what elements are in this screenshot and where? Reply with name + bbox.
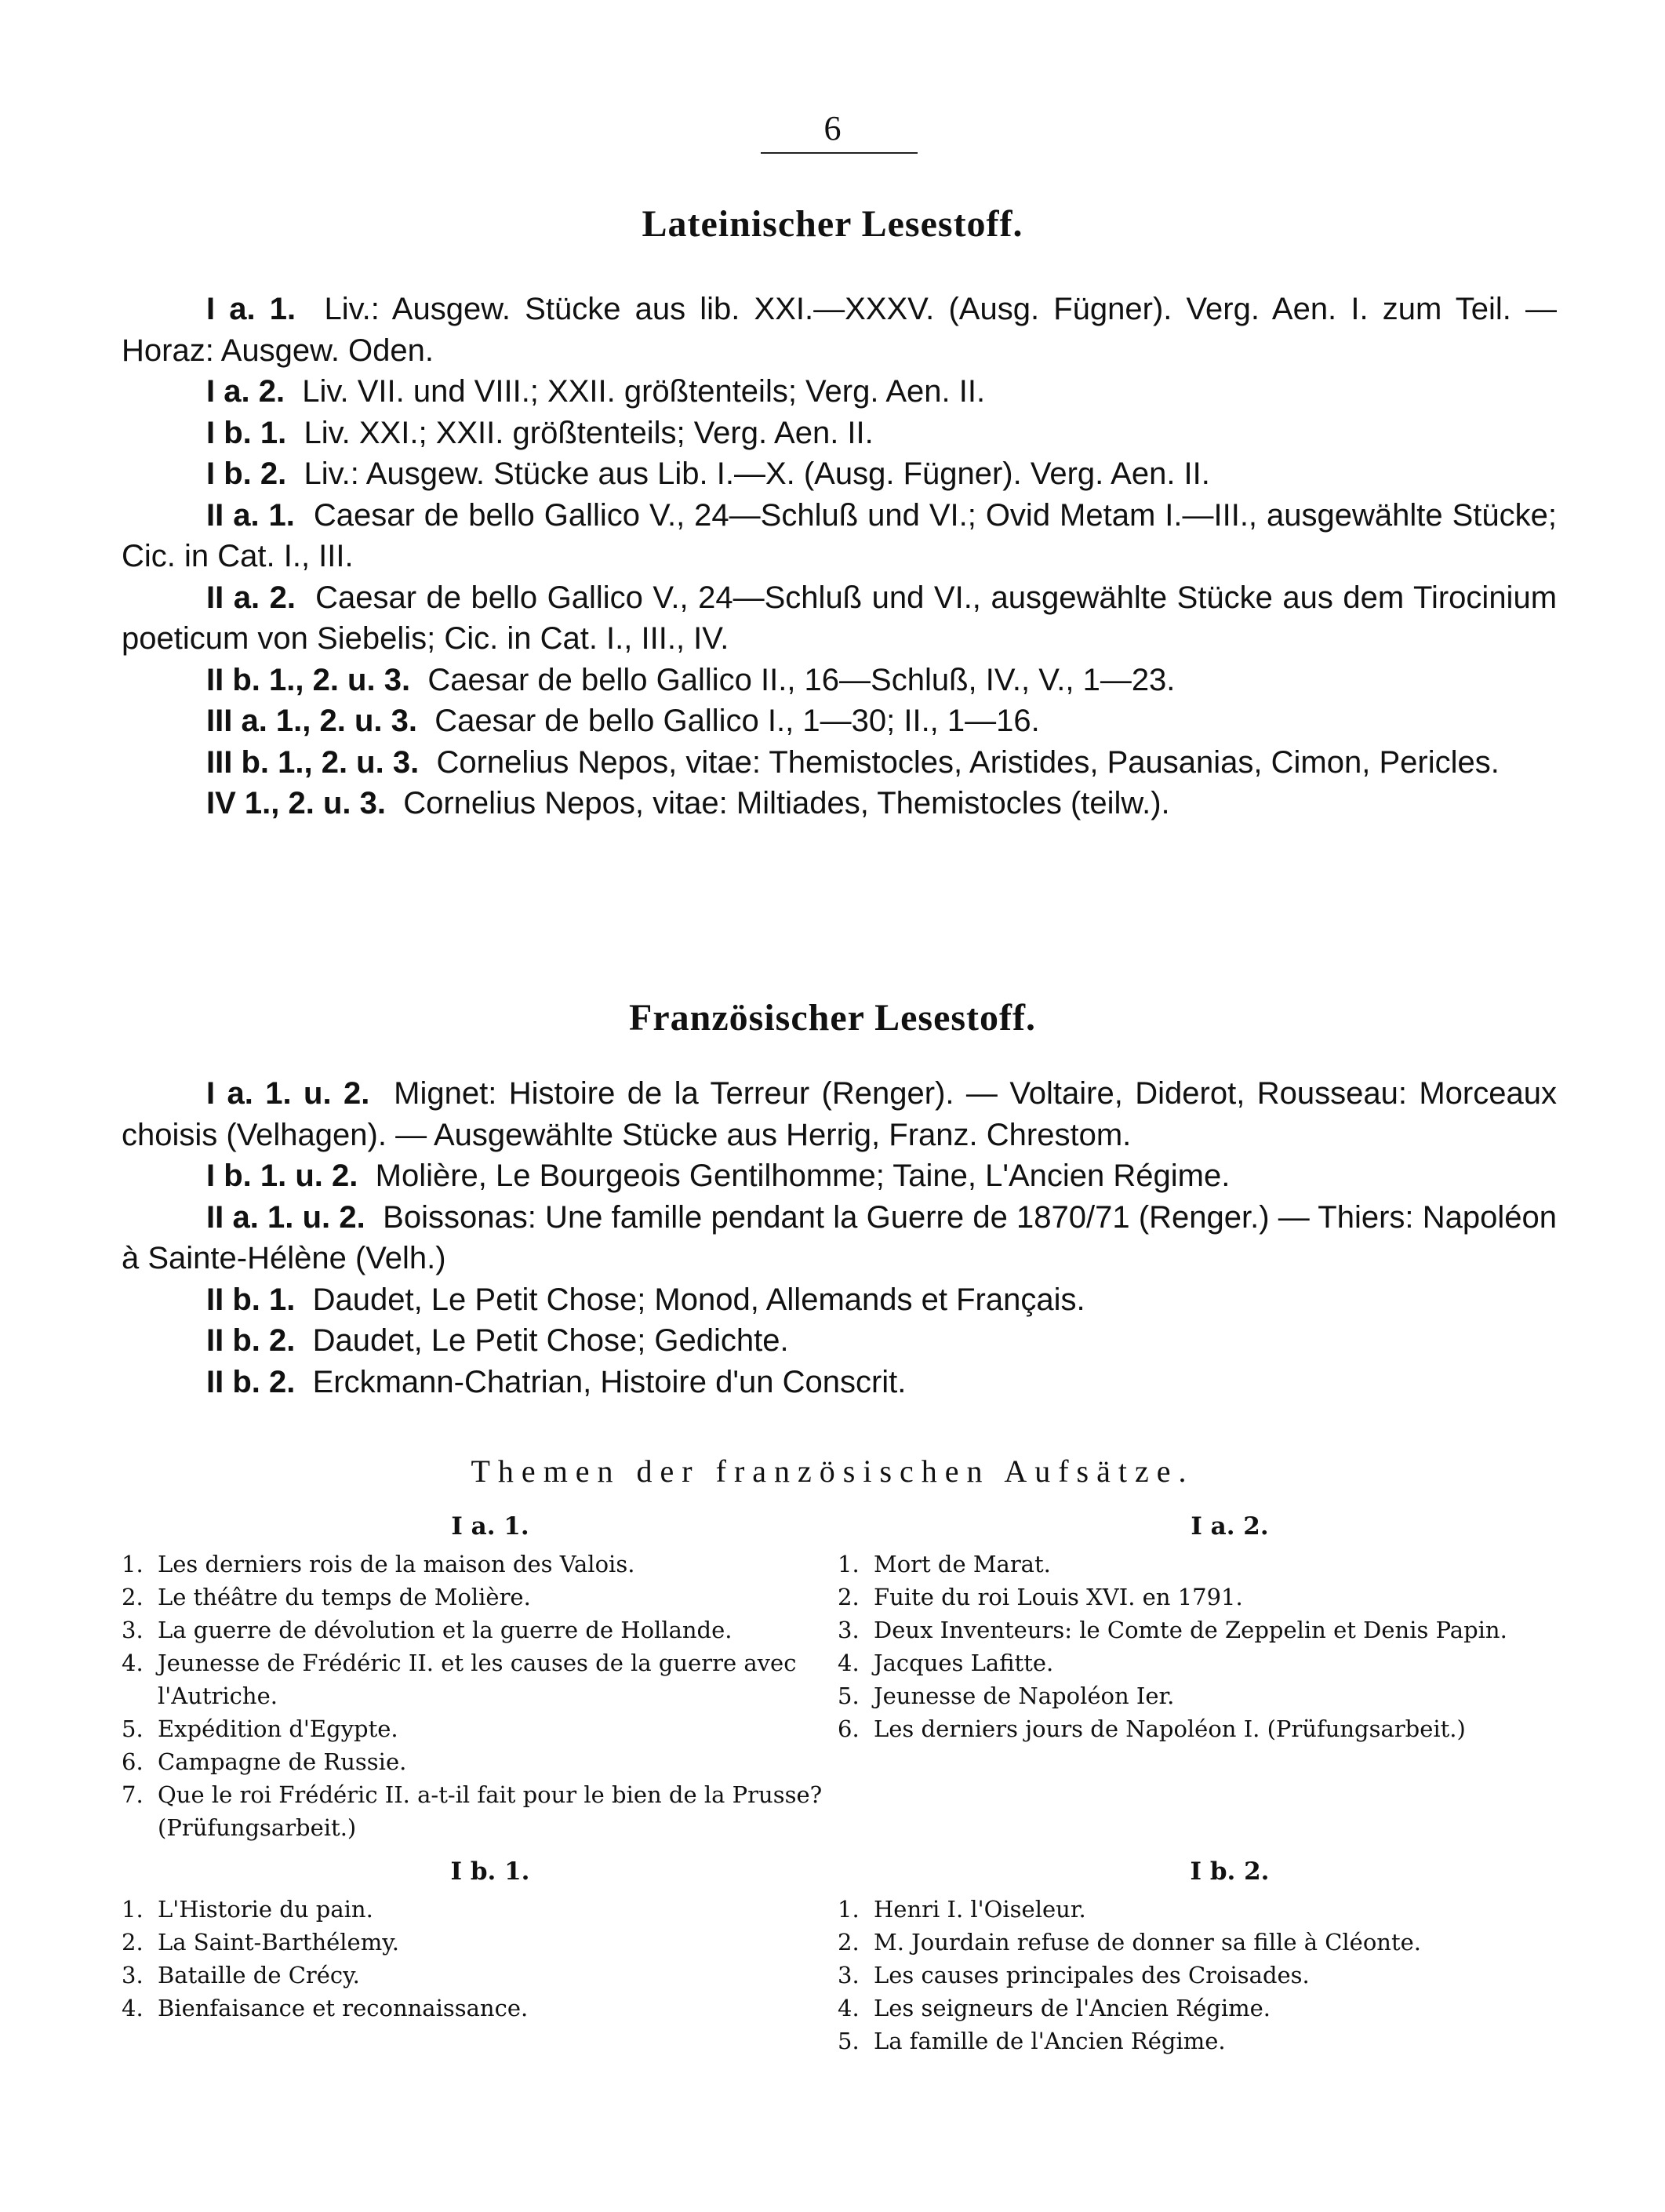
themes-title: Themen der französischen Aufsätze. xyxy=(471,1453,1194,1489)
theme-item xyxy=(838,1581,1622,1614)
theme-text: Mort de Marat. xyxy=(874,1551,1051,1577)
theme-item xyxy=(838,1712,1622,1745)
theme-text: Expédition d'Egypte. xyxy=(158,1715,398,1742)
latin-entry xyxy=(122,742,1557,784)
class-label: I b. 2. xyxy=(206,457,287,491)
theme-text: Les derniers jours de Napoléon I. (Prüfungsarbeit.) xyxy=(874,1715,1466,1742)
theme-item xyxy=(122,1581,859,1614)
theme-text: Bataille de Crécy. xyxy=(158,1962,360,1988)
themes-ia2-heading: I a. 2. xyxy=(1191,1512,1269,1541)
theme-text: Le théâtre du temps de Molière. xyxy=(158,1584,531,1610)
theme-item xyxy=(838,1926,1622,1959)
latin-entry xyxy=(122,577,1557,660)
theme-number: 2. xyxy=(838,1929,860,1956)
theme-text: Les causes principales des Croisades. xyxy=(874,1962,1310,1988)
theme-item xyxy=(122,1712,859,1745)
french-entry xyxy=(122,1279,1557,1321)
theme-number: 3. xyxy=(838,1617,860,1643)
theme-number: 4. xyxy=(838,1995,860,2021)
class-label: II a. 1. xyxy=(206,497,295,533)
theme-item xyxy=(838,1992,1622,2025)
theme-item xyxy=(122,1893,859,1926)
theme-item xyxy=(122,1778,859,1844)
class-label: II b. 2. xyxy=(206,1364,296,1399)
theme-number: 1. xyxy=(838,1551,860,1577)
theme-number: 5. xyxy=(838,1683,860,1709)
theme-text: Jeunesse de Napoléon Ier. xyxy=(874,1683,1175,1709)
reading-text: Liv. VII. und VIII.; XXII. größtenteils; Verg. Aen. II. xyxy=(302,374,986,409)
french-entry xyxy=(122,1155,1557,1197)
reading-text: Daudet, Le Petit Chose; Gedichte. xyxy=(312,1323,789,1358)
theme-item xyxy=(838,1959,1622,1992)
theme-number: 3. xyxy=(122,1617,144,1643)
theme-text: Fuite du roi Louis XVI. en 1791. xyxy=(874,1584,1243,1610)
theme-text: Les derniers rois de la maison des Valois. xyxy=(158,1551,635,1577)
class-label: II b. 2. xyxy=(206,1323,296,1358)
theme-item xyxy=(838,1548,1622,1581)
theme-item xyxy=(838,1646,1622,1679)
themes-ib1-heading: I b. 1. xyxy=(450,1857,530,1886)
latin-entry xyxy=(122,783,1557,824)
reading-text: Caesar de bello Gallico V., 24—Schluß und VI., ausgewählte Stücke aus dem Tirocinium poeticum von Siebelis; Cic. in Cat. I., III., IV. xyxy=(122,580,1558,656)
theme-text: Deux Inventeurs: le Comte de Zeppelin et Denis Papin. xyxy=(874,1617,1507,1643)
french-entry xyxy=(122,1197,1557,1279)
reading-text: Boissonas: Une famille pendant la Guerre de 1870/71 (Renger.) — Thiers: Napoléon à Sainte-Hélène (Velh.) xyxy=(122,1199,1557,1275)
theme-text: Que le roi Frédéric II. a-t-il fait pour le bien de la Prusse? (Prüfungsarbeit.) xyxy=(158,1781,823,1841)
theme-number: 7. xyxy=(122,1781,144,1808)
class-label: II b. 1. xyxy=(206,1282,296,1317)
themes-ia1-list xyxy=(122,1548,859,1844)
themes-ia1-heading: I a. 1. xyxy=(451,1512,529,1541)
latin-section-title: Lateinischer Lesestoff. xyxy=(642,203,1023,245)
theme-number: 4. xyxy=(122,1650,144,1676)
theme-item xyxy=(122,1959,859,1992)
theme-text: Les seigneurs de l'Ancien Régime. xyxy=(874,1995,1271,2021)
reading-text: Mignet: Histoire de la Terreur (Renger). — Voltaire, Diderot, Rousseau: Morceaux choisis (Velhagen). — Ausgewählte Stücke aus Herrig, Franz. Chrestom. xyxy=(122,1076,1557,1152)
theme-number: 1. xyxy=(838,1896,860,1923)
page-number-rule xyxy=(761,152,918,154)
latin-entry xyxy=(122,289,1557,371)
theme-item xyxy=(838,1893,1622,1926)
theme-text: La guerre de dévolution et la guerre de Hollande. xyxy=(158,1617,733,1643)
theme-item xyxy=(122,1926,859,1959)
theme-text: Henri I. l'Oiseleur. xyxy=(874,1896,1086,1923)
themes-ib2-heading: I b. 2. xyxy=(1190,1857,1270,1886)
theme-text: La famille de l'Ancien Régime. xyxy=(874,2028,1226,2054)
latin-entry xyxy=(122,495,1557,577)
class-label: I a. 1. u. 2. xyxy=(206,1076,370,1111)
class-label: I a. 2. xyxy=(206,374,285,409)
french-section-title: Französischer Lesestoff. xyxy=(629,997,1036,1039)
theme-number: 2. xyxy=(122,1929,144,1956)
reading-text: Erckmann-Chatrian, Histoire d'un Conscrit. xyxy=(312,1364,907,1399)
french-entry xyxy=(122,1320,1557,1362)
french-entry xyxy=(122,1362,1557,1403)
reading-text: Liv.: Ausgew. Stücke aus lib. XXI.—XXXV. (Ausg. Fügner). Verg. Aen. I. zum Teil. — Horaz: Ausgew. Oden. xyxy=(122,292,1557,368)
latin-entry xyxy=(122,371,1557,413)
theme-number: 1. xyxy=(122,1551,144,1577)
theme-item xyxy=(838,2025,1622,2057)
themes-ib1-column xyxy=(122,1855,859,2025)
theme-number: 3. xyxy=(122,1962,144,1988)
themes-ib2-column xyxy=(838,1855,1622,2057)
class-label: II a. 2. xyxy=(206,580,296,615)
themes-ib1-list xyxy=(122,1893,859,2025)
latin-entry xyxy=(122,660,1557,701)
theme-number: 6. xyxy=(838,1715,860,1742)
latin-entry xyxy=(122,453,1557,495)
theme-item xyxy=(122,1548,859,1581)
theme-text: Jeunesse de Frédéric II. et les causes de la guerre avec l'Autriche. xyxy=(158,1650,797,1709)
french-entry xyxy=(122,1073,1557,1155)
class-label: I b. 1. xyxy=(206,415,287,450)
class-label: I a. 1. xyxy=(206,292,296,326)
latin-reading-list xyxy=(122,289,1557,824)
reading-text: Caesar de bello Gallico V., 24—Schluß und VI.; Ovid Metam I.—III., ausgewählte Stücke; Cic. in Cat. I., III. xyxy=(122,497,1557,573)
theme-number: 6. xyxy=(122,1748,144,1775)
theme-text: Jacques Lafitte. xyxy=(874,1650,1054,1676)
themes-ia1-column xyxy=(122,1510,859,1844)
theme-text: La Saint-Barthélemy. xyxy=(158,1929,399,1956)
reading-text: Molière, Le Bourgeois Gentilhomme; Taine, L'Ancien Régime. xyxy=(375,1159,1231,1193)
theme-number: 1. xyxy=(122,1896,144,1923)
theme-number: 5. xyxy=(122,1715,144,1742)
reading-text: Caesar de bello Gallico I., 1—30; II., 1—16. xyxy=(434,704,1040,738)
theme-text: M. Jourdain refuse de donner sa fille à Cléonte. xyxy=(874,1929,1422,1956)
french-reading-list xyxy=(122,1073,1557,1403)
theme-item xyxy=(122,1745,859,1778)
class-label: IV 1., 2. u. 3. xyxy=(206,786,386,820)
theme-item xyxy=(122,1614,859,1646)
latin-entry xyxy=(122,700,1557,742)
theme-item xyxy=(122,1646,859,1712)
theme-number: 4. xyxy=(838,1650,860,1676)
theme-number: 5. xyxy=(838,2028,860,2054)
reading-text: Liv. XXI.; XXII. größtenteils; Verg. Aen. II. xyxy=(304,415,874,450)
themes-ia2-column xyxy=(838,1510,1622,1745)
theme-item xyxy=(838,1679,1622,1712)
class-label: I b. 1. u. 2. xyxy=(206,1159,358,1193)
themes-ia2-list xyxy=(838,1548,1622,1745)
page-number: 6 xyxy=(823,109,842,147)
class-label: II a. 1. u. 2. xyxy=(206,1199,365,1235)
class-label: III b. 1., 2. u. 3. xyxy=(206,744,420,780)
theme-text: Bienfaisance et reconnaissance. xyxy=(158,1995,529,2021)
class-label: II b. 1., 2. u. 3. xyxy=(206,662,411,697)
theme-number: 2. xyxy=(122,1584,144,1610)
theme-item xyxy=(838,1614,1622,1646)
themes-ib2-list xyxy=(838,1893,1622,2057)
reading-text: Liv.: Ausgew. Stücke aus Lib. I.—X. (Ausg. Fügner). Verg. Aen. II. xyxy=(304,457,1210,491)
theme-text: Campagne de Russie. xyxy=(158,1748,407,1775)
class-label: III a. 1., 2. u. 3. xyxy=(206,704,418,738)
reading-text: Cornelius Nepos, vitae: Miltiades, Themistocles (teilw.). xyxy=(403,786,1170,820)
theme-number: 2. xyxy=(838,1584,860,1610)
reading-text: Caesar de bello Gallico II., 16—Schluß, IV., V., 1—23. xyxy=(427,662,1176,697)
theme-text: L'Historie du pain. xyxy=(158,1896,373,1923)
latin-entry xyxy=(122,413,1557,454)
theme-item xyxy=(122,1992,859,2025)
theme-number: 3. xyxy=(838,1962,860,1988)
reading-text: Cornelius Nepos, vitae: Themistocles, Aristides, Pausanias, Cimon, Pericles. xyxy=(436,744,1500,780)
theme-number: 4. xyxy=(122,1995,144,2021)
reading-text: Daudet, Le Petit Chose; Monod, Allemands et Français. xyxy=(312,1282,1085,1317)
